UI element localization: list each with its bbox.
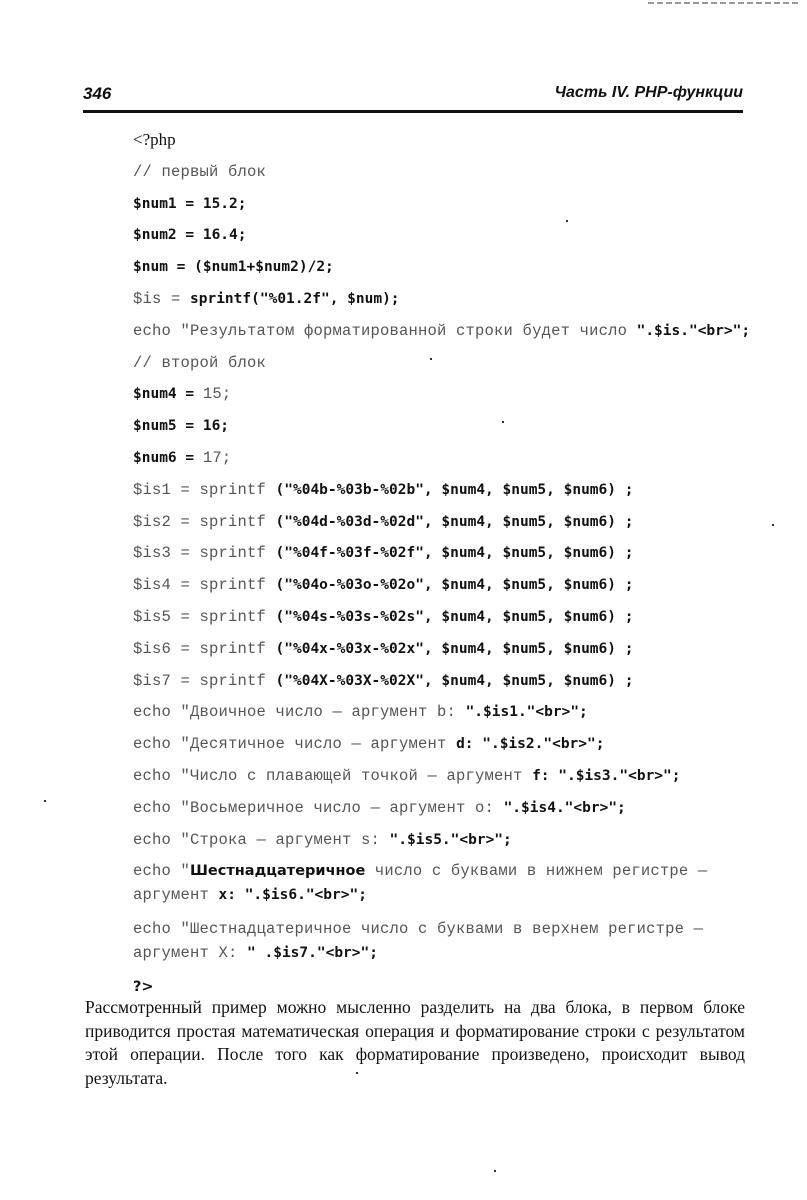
code-line <box>133 569 773 601</box>
code-line <box>133 728 773 760</box>
code-text: echo "Результатом форматированной строки будет число <box>133 321 637 340</box>
scan-speck <box>772 524 774 526</box>
code-text: $num2 = 16.4; <box>133 227 247 244</box>
code-text: ($num1+$num2)/2; <box>194 259 334 276</box>
scan-speck <box>502 421 504 423</box>
code-line <box>133 824 773 856</box>
code-line <box>133 442 773 474</box>
code-line <box>133 124 773 156</box>
header-rule <box>83 110 743 113</box>
code-line <box>133 188 773 220</box>
code-text: Шестнадцатеричное <box>190 863 366 880</box>
code-text: ("%04X-%03X-%02X", $num4, $num5, $num6) ; <box>275 672 634 689</box>
code-text: $is7 = sprintf <box>133 671 276 690</box>
code-text: " .$is7."<br>"; <box>247 945 378 962</box>
php-open-tag: <?php <box>133 130 176 149</box>
code-text: $is2 = sprintf <box>133 512 276 531</box>
code-line <box>133 251 773 283</box>
scan-speck <box>494 1170 496 1172</box>
code-line <box>133 601 773 633</box>
code-text: $num5 = 16; <box>133 418 230 435</box>
code-text: x: ".$is6."<br>"; <box>218 887 367 904</box>
code-line <box>133 537 773 569</box>
code-text: echo "Двоичное число — аргумент b: <box>133 703 466 722</box>
code-text: ("%04o-%03o-%02o", $num4, $num5, $num6) ; <box>275 577 634 594</box>
code-line <box>133 347 773 379</box>
code-text: $is3 = sprintf <box>133 544 276 563</box>
code-text: $num6 = <box>133 449 203 466</box>
code-text: число с буквами в нижнем регистре — аргумент <box>133 862 708 905</box>
code-line <box>133 283 773 315</box>
code-text: $num4 = <box>133 386 203 403</box>
code-text: echo "Шестнадцатеричное число с буквами в верхнем регистре — аргумент X: <box>133 920 704 963</box>
code-text: $is5 = sprintf <box>133 607 276 626</box>
scan-speck <box>356 1072 358 1074</box>
code-text: f: ".$is3."<br>"; <box>532 767 681 784</box>
code-text: 15; <box>202 385 232 404</box>
code-text: $num1 = 15.2; <box>133 195 247 212</box>
running-title: Часть IV. PHP-функции <box>554 84 743 101</box>
code-line <box>133 855 773 913</box>
code-line <box>133 665 773 697</box>
code-text: $is6 = sprintf <box>133 639 276 658</box>
code-text: echo "Строка — аргумент s: <box>133 830 390 849</box>
code-text: echo "Число с плавающей точкой — аргумент <box>133 766 533 785</box>
code-text: $is4 = sprintf <box>133 576 276 595</box>
code-line <box>133 506 773 538</box>
page-header <box>83 84 743 106</box>
code-line <box>133 633 773 665</box>
code-line <box>133 792 773 824</box>
code-text: ".$is5."<br>"; <box>389 831 512 848</box>
code-text: ".$is4."<br>"; <box>503 799 626 816</box>
code-text: echo " <box>133 862 191 881</box>
code-text: echo "Восьмеричное число — аргумент o: <box>133 798 504 817</box>
code-text: ("%04x-%03x-%02x", $num4, $num5, $num6) ; <box>275 640 634 657</box>
code-line <box>133 410 773 442</box>
code-line <box>133 378 773 410</box>
php-close-tag: ?> <box>133 979 154 996</box>
code-text: d: ".$is2."<br>"; <box>456 736 605 753</box>
code-line <box>133 156 773 188</box>
code-text: sprintf("%01.2f", $num); <box>190 290 400 307</box>
body-paragraph: Рассмотренный пример можно мысленно разделить на два блока, в первом блоке приводится простая математическая операция и форматирование строки с результатом этой операции. После того как форматирование произведено, происходит вывод результата. <box>85 997 745 1088</box>
code-listing <box>133 124 773 1003</box>
code-text: ("%04s-%03s-%02s", $num4, $num5, $num6) ; <box>275 608 634 625</box>
code-line <box>133 219 773 251</box>
scan-speck <box>566 220 568 222</box>
code-text: ("%04f-%03f-%02f", $num4, $num5, $num6) ; <box>275 545 634 562</box>
code-text: ("%04b-%03b-%02b", $num4, $num5, $num6) ; <box>275 481 634 498</box>
code-text: echo "Десятичное число — аргумент <box>133 735 457 754</box>
code-text: $is = <box>133 289 191 308</box>
code-line <box>133 913 773 971</box>
code-line <box>133 760 773 792</box>
code-comment: // первый блок <box>133 162 267 181</box>
page-number: 346 <box>83 84 112 103</box>
code-line <box>133 315 773 347</box>
code-text: ("%04d-%03d-%02d", $num4, $num5, $num6) ; <box>275 513 634 530</box>
code-text: ".$is."<br>"; <box>636 322 751 339</box>
scan-artifact <box>648 2 798 4</box>
code-comment: // второй блок <box>133 353 267 372</box>
code-text: 17; <box>202 448 232 467</box>
code-text: ".$is1."<br>"; <box>465 704 588 721</box>
code-line <box>133 696 773 728</box>
scan-speck <box>44 800 46 802</box>
code-line <box>133 474 773 506</box>
code-text: $is1 = sprintf <box>133 480 276 499</box>
code-text: $num = <box>133 259 195 276</box>
scan-speck <box>430 358 432 360</box>
